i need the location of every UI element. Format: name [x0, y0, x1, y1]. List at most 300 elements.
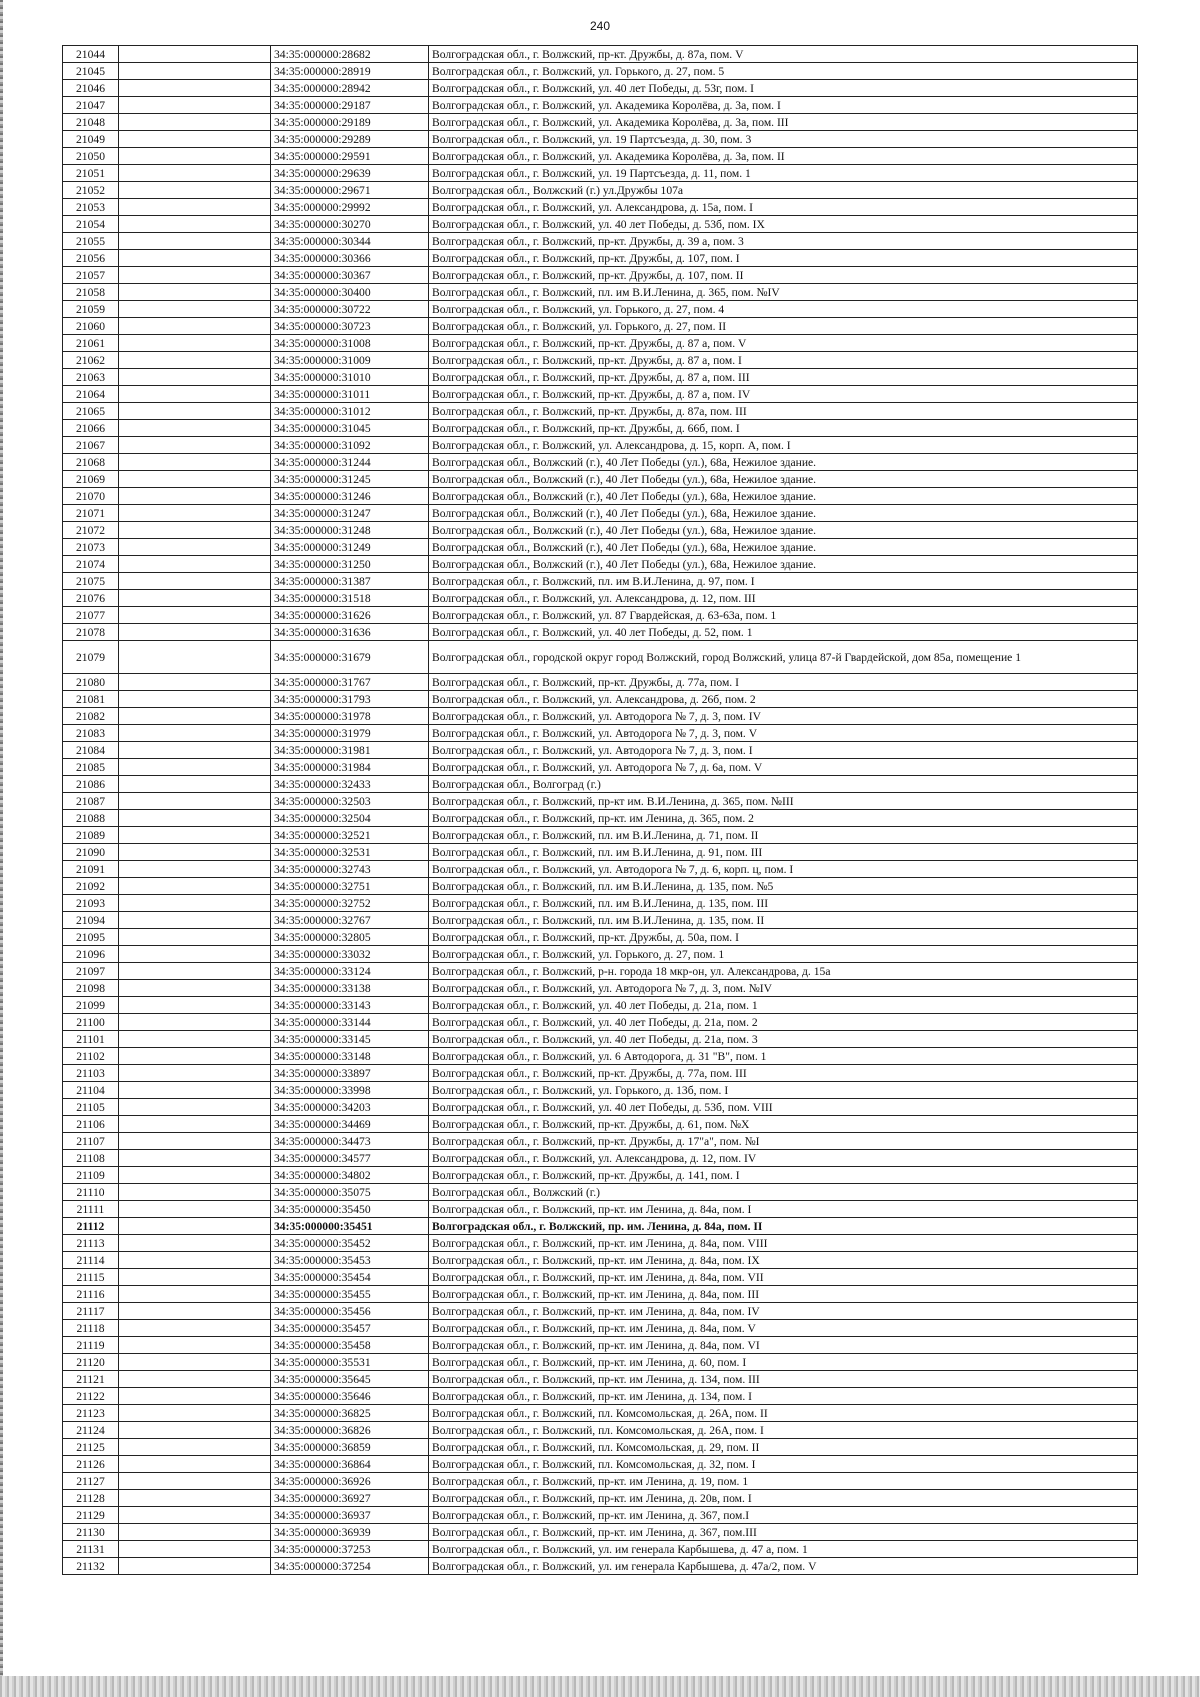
- cadastral-number-cell: 34:35:000000:29992: [271, 199, 429, 216]
- table-row: [63, 250, 1138, 267]
- cadastral-number-cell: 34:35:000000:30270: [271, 216, 429, 233]
- row-number-cell: 21118: [63, 1320, 119, 1337]
- row-number-cell: 21080: [63, 674, 119, 691]
- table-row: [63, 1218, 1138, 1235]
- object-name-cell: [119, 505, 271, 522]
- address-cell: Волгоградская обл., г. Волжский, пр-кт. Дружбы, д. 87 а, пом. V: [429, 335, 1138, 352]
- row-number-cell: 21110: [63, 1184, 119, 1201]
- row-number-cell: 21097: [63, 963, 119, 980]
- address-cell: Волгоградская обл., г. Волжский, пр-кт. им Ленина, д. 60, пом. I: [429, 1354, 1138, 1371]
- table-row: [63, 301, 1138, 318]
- object-name-cell: [119, 997, 271, 1014]
- row-number-cell: 21073: [63, 539, 119, 556]
- cadastral-number-cell: 34:35:000000:31518: [271, 590, 429, 607]
- object-name-cell: [119, 691, 271, 708]
- address-cell: Волгоградская обл., г. Волжский, ул. Горького, д. 27, пом. II: [429, 318, 1138, 335]
- object-name-cell: [119, 1439, 271, 1456]
- row-number-cell: 21079: [63, 641, 119, 674]
- cadastral-number-cell: 34:35:000000:35645: [271, 1371, 429, 1388]
- table-row: [63, 878, 1138, 895]
- object-name-cell: [119, 776, 271, 793]
- row-number-cell: 21082: [63, 708, 119, 725]
- cadastral-number-cell: 34:35:000000:28919: [271, 63, 429, 80]
- row-number-cell: 21099: [63, 997, 119, 1014]
- cadastral-number-cell: 34:35:000000:31387: [271, 573, 429, 590]
- table-row: [63, 97, 1138, 114]
- object-name-cell: [119, 674, 271, 691]
- address-cell: Волгоградская обл., г. Волжский, ул. Горького, д. 27, пом. 1: [429, 946, 1138, 963]
- object-name-cell: [119, 1218, 271, 1235]
- object-name-cell: [119, 1286, 271, 1303]
- object-name-cell: [119, 335, 271, 352]
- scan-edge-bottom: [0, 1676, 1200, 1697]
- row-number-cell: 21051: [63, 165, 119, 182]
- row-number-cell: 21090: [63, 844, 119, 861]
- cadastral-number-cell: 34:35:000000:31246: [271, 488, 429, 505]
- row-number-cell: 21127: [63, 1473, 119, 1490]
- cadastral-number-cell: 34:35:000000:33897: [271, 1065, 429, 1082]
- table-row: [63, 725, 1138, 742]
- table-row: [63, 1439, 1138, 1456]
- table-row: [63, 386, 1138, 403]
- row-number-cell: 21094: [63, 912, 119, 929]
- cadastral-number-cell: 34:35:000000:31244: [271, 454, 429, 471]
- row-number-cell: 21048: [63, 114, 119, 131]
- address-cell: Волгоградская обл., г. Волжский, ул. Автодорога № 7, д. 3, пом. V: [429, 725, 1138, 742]
- row-number-cell: 21107: [63, 1133, 119, 1150]
- cadastral-number-cell: 34:35:000000:36926: [271, 1473, 429, 1490]
- address-cell: Волгоградская обл., г. Волжский, пр-кт. Дружбы, д. 87 а, пом. IV: [429, 386, 1138, 403]
- table-row: [63, 539, 1138, 556]
- cadastral-number-cell: 34:35:000000:33998: [271, 1082, 429, 1099]
- table-row: [63, 216, 1138, 233]
- cadastral-number-cell: 34:35:000000:31011: [271, 386, 429, 403]
- table-row: [63, 641, 1138, 674]
- object-name-cell: [119, 1371, 271, 1388]
- object-name-cell: [119, 624, 271, 641]
- table-row: [63, 1422, 1138, 1439]
- object-name-cell: [119, 182, 271, 199]
- object-name-cell: [119, 148, 271, 165]
- object-name-cell: [119, 708, 271, 725]
- row-number-cell: 21126: [63, 1456, 119, 1473]
- cadastral-number-cell: 34:35:000000:32751: [271, 878, 429, 895]
- cadastral-number-cell: 34:35:000000:29189: [271, 114, 429, 131]
- row-number-cell: 21130: [63, 1524, 119, 1541]
- row-number-cell: 21053: [63, 199, 119, 216]
- cadastral-number-cell: 34:35:000000:33143: [271, 997, 429, 1014]
- cadastral-number-cell: 34:35:000000:35452: [271, 1235, 429, 1252]
- cadastral-number-cell: 34:35:000000:30344: [271, 233, 429, 250]
- cadastral-number-cell: 34:35:000000:33138: [271, 980, 429, 997]
- cadastral-number-cell: 34:35:000000:34473: [271, 1133, 429, 1150]
- cadastral-number-cell: 34:35:000000:35458: [271, 1337, 429, 1354]
- cadastral-number-cell: 34:35:000000:31636: [271, 624, 429, 641]
- address-cell: Волгоградская обл., г. Волжский, пр-кт. им Ленина, д. 367, пом.I: [429, 1507, 1138, 1524]
- object-name-cell: [119, 878, 271, 895]
- object-name-cell: [119, 284, 271, 301]
- cadastral-number-cell: 34:35:000000:35075: [271, 1184, 429, 1201]
- cadastral-number-cell: 34:35:000000:30366: [271, 250, 429, 267]
- address-cell: Волгоградская обл., г. Волжский, пл. им В.И.Ленина, д. 135, пом. III: [429, 895, 1138, 912]
- address-cell: Волгоградская обл., г. Волжский, ул. Академика Королёва, д. 3а, пом. III: [429, 114, 1138, 131]
- row-number-cell: 21119: [63, 1337, 119, 1354]
- row-number-cell: 21056: [63, 250, 119, 267]
- row-number-cell: 21131: [63, 1541, 119, 1558]
- address-cell: Волгоградская обл., г. Волжский, пр-кт. Дружбы, д. 87а, пом. V: [429, 46, 1138, 63]
- object-name-cell: [119, 607, 271, 624]
- row-number-cell: 21083: [63, 725, 119, 742]
- object-name-cell: [119, 810, 271, 827]
- object-name-cell: [119, 1422, 271, 1439]
- address-cell: Волгоградская обл., г. Волжский, пр-кт. им Ленина, д. 134, пом. I: [429, 1388, 1138, 1405]
- object-name-cell: [119, 1490, 271, 1507]
- cadastral-number-cell: 34:35:000000:31009: [271, 352, 429, 369]
- cadastral-number-cell: 34:35:000000:31979: [271, 725, 429, 742]
- address-cell: Волгоградская обл., г. Волжский, ул. 40 лет Победы, д. 53б, пом. IX: [429, 216, 1138, 233]
- row-number-cell: 21084: [63, 742, 119, 759]
- address-cell: Волгоградская обл., г. Волжский, пр-кт. Дружбы, д. 66б, пом. I: [429, 420, 1138, 437]
- address-cell: Волгоградская обл., г. Волжский, ул. им генерала Карбышева, д. 47а/2, пом. V: [429, 1558, 1138, 1575]
- row-number-cell: 21096: [63, 946, 119, 963]
- address-cell: Волгоградская обл., г. Волжский, пр-кт. им Ленина, д. 84а, пом. V: [429, 1320, 1138, 1337]
- row-number-cell: 21121: [63, 1371, 119, 1388]
- table-row: [63, 1405, 1138, 1422]
- cadastral-number-cell: 34:35:000000:31248: [271, 522, 429, 539]
- address-cell: Волгоградская обл., г. Волжский, пр. им. Ленина, д. 84а, пом. II: [429, 1218, 1138, 1235]
- address-cell: Волгоградская обл., г. Волжский, пр-кт. Дружбы, д. 61, пом. №X: [429, 1116, 1138, 1133]
- object-name-cell: [119, 437, 271, 454]
- address-cell: Волгоградская обл., г. Волжский, пр-кт. Дружбы, д. 39 а, пом. 3: [429, 233, 1138, 250]
- row-number-cell: 21102: [63, 1048, 119, 1065]
- object-name-cell: [119, 250, 271, 267]
- cadastral-number-cell: 34:35:000000:33145: [271, 1031, 429, 1048]
- row-number-cell: 21114: [63, 1252, 119, 1269]
- object-name-cell: [119, 793, 271, 810]
- table-row: [63, 980, 1138, 997]
- table-row: [63, 318, 1138, 335]
- cadastral-number-cell: 34:35:000000:35450: [271, 1201, 429, 1218]
- address-cell: Волгоградская обл., г. Волжский, пр-кт. им Ленина, д. 84а, пом. VI: [429, 1337, 1138, 1354]
- object-name-cell: [119, 725, 271, 742]
- table-row: [63, 1201, 1138, 1218]
- address-cell: Волгоградская обл., г. Волжский, пр-кт. им Ленина, д. 84а, пом. VII: [429, 1269, 1138, 1286]
- cadastral-number-cell: 34:35:000000:32743: [271, 861, 429, 878]
- table-row: [63, 1524, 1138, 1541]
- row-number-cell: 21078: [63, 624, 119, 641]
- cadastral-number-cell: 34:35:000000:35531: [271, 1354, 429, 1371]
- table-row: [63, 131, 1138, 148]
- address-cell: Волгоградская обл., г. Волжский, ул. 6 Автодорога, д. 31 "В", пом. 1: [429, 1048, 1138, 1065]
- table-row: [63, 1014, 1138, 1031]
- object-name-cell: [119, 1473, 271, 1490]
- table-row: [63, 369, 1138, 386]
- address-cell: Волгоградская обл., г. Волжский, пр-кт. Дружбы, д. 50а, пом. I: [429, 929, 1138, 946]
- table-row: [63, 1354, 1138, 1371]
- table-row: [63, 1167, 1138, 1184]
- object-name-cell: [119, 1456, 271, 1473]
- address-cell: Волгоградская обл., г. Волжский, пр-кт. им Ленина, д. 20в, пом. I: [429, 1490, 1138, 1507]
- object-name-cell: [119, 1116, 271, 1133]
- cadastral-number-cell: 34:35:000000:32504: [271, 810, 429, 827]
- table-row: [63, 1235, 1138, 1252]
- object-name-cell: [119, 827, 271, 844]
- table-row: [63, 624, 1138, 641]
- row-number-cell: 21076: [63, 590, 119, 607]
- address-cell: Волгоградская обл., г. Волжский, пр-кт. им Ленина, д. 134, пом. III: [429, 1371, 1138, 1388]
- object-name-cell: [119, 1269, 271, 1286]
- cadastral-number-cell: 34:35:000000:31247: [271, 505, 429, 522]
- cadastral-number-cell: 34:35:000000:31978: [271, 708, 429, 725]
- object-name-cell: [119, 539, 271, 556]
- table-row: [63, 573, 1138, 590]
- address-cell: Волгоградская обл., г. Волжский, ул. Горького, д. 27, пом. 4: [429, 301, 1138, 318]
- address-cell: Волгоградская обл., Волжский (г.), 40 Лет Победы (ул.), 68а, Нежилое здание.: [429, 454, 1138, 471]
- cadastral-number-cell: 34:35:000000:36825: [271, 1405, 429, 1422]
- address-cell: Волгоградская обл., городской округ город Волжский, город Волжский, улица 87-й Гвардейской, дом 85а, помещение 1: [429, 641, 1138, 674]
- table-row: [63, 810, 1138, 827]
- row-number-cell: 21122: [63, 1388, 119, 1405]
- row-number-cell: 21057: [63, 267, 119, 284]
- object-name-cell: [119, 1507, 271, 1524]
- object-name-cell: [119, 1388, 271, 1405]
- address-cell: Волгоградская обл., г. Волжский, ул. 40 лет Победы, д. 53г, пом. I: [429, 80, 1138, 97]
- cadastral-number-cell: 34:35:000000:31045: [271, 420, 429, 437]
- row-number-cell: 21129: [63, 1507, 119, 1524]
- row-number-cell: 21095: [63, 929, 119, 946]
- address-cell: Волгоградская обл., г. Волжский, пл. Комсомольская, д. 26А, пом. I: [429, 1422, 1138, 1439]
- object-name-cell: [119, 1065, 271, 1082]
- row-number-cell: 21063: [63, 369, 119, 386]
- row-number-cell: 21093: [63, 895, 119, 912]
- row-number-cell: 21085: [63, 759, 119, 776]
- address-cell: Волгоградская обл., г. Волжский, ул. 19 Партсъезда, д. 30, пом. 3: [429, 131, 1138, 148]
- address-cell: Волгоградская обл., г. Волжский, ул. Автодорога № 7, д. 3, пом. №IV: [429, 980, 1138, 997]
- row-number-cell: 21058: [63, 284, 119, 301]
- address-cell: Волгоградская обл., г. Волжский, пр-кт. Дружбы, д. 107, пом. I: [429, 250, 1138, 267]
- table-row: [63, 522, 1138, 539]
- object-name-cell: [119, 1354, 271, 1371]
- row-number-cell: 21104: [63, 1082, 119, 1099]
- object-name-cell: [119, 233, 271, 250]
- address-cell: Волгоградская обл., г. Волжский, пр-кт. Дружбы, д. 77а, пом. I: [429, 674, 1138, 691]
- object-name-cell: [119, 46, 271, 63]
- row-number-cell: 21050: [63, 148, 119, 165]
- address-cell: Волгоградская обл., г. Волжский, пр-кт. им Ленина, д. 365, пом. 2: [429, 810, 1138, 827]
- address-cell: Волгоградская обл., г. Волжский, ул. 19 Партсъезда, д. 11, пом. 1: [429, 165, 1138, 182]
- address-cell: Волгоградская обл., г. Волжский, ул. Академика Королёва, д. 3а, пом. II: [429, 148, 1138, 165]
- cadastral-number-cell: 34:35:000000:31250: [271, 556, 429, 573]
- address-cell: Волгоградская обл., г. Волжский, пл. им В.И.Ленина, д. 91, пом. III: [429, 844, 1138, 861]
- object-name-cell: [119, 403, 271, 420]
- cadastral-number-cell: 34:35:000000:35455: [271, 1286, 429, 1303]
- table-row: [63, 895, 1138, 912]
- object-name-cell: [119, 471, 271, 488]
- row-number-cell: 21116: [63, 1286, 119, 1303]
- cadastral-number-cell: 34:35:000000:31793: [271, 691, 429, 708]
- row-number-cell: 21098: [63, 980, 119, 997]
- cadastral-number-cell: 34:35:000000:31008: [271, 335, 429, 352]
- cadastral-number-cell: 34:35:000000:35453: [271, 1252, 429, 1269]
- row-number-cell: 21108: [63, 1150, 119, 1167]
- object-name-cell: [119, 454, 271, 471]
- table-row: [63, 759, 1138, 776]
- address-cell: Волгоградская обл., г. Волжский, пр-кт. им Ленина, д. 84а, пом. VIII: [429, 1235, 1138, 1252]
- row-number-cell: 21091: [63, 861, 119, 878]
- address-cell: Волгоградская обл., г. Волжский, ул. 40 лет Победы, д. 52, пом. 1: [429, 624, 1138, 641]
- table-row: [63, 844, 1138, 861]
- cadastral-number-cell: 34:35:000000:35646: [271, 1388, 429, 1405]
- row-number-cell: 21105: [63, 1099, 119, 1116]
- address-cell: Волгоградская обл., Волжский (г.), 40 Лет Победы (ул.), 68а, Нежилое здание.: [429, 556, 1138, 573]
- scan-edge-left: [0, 0, 3, 1697]
- row-number-cell: 21044: [63, 46, 119, 63]
- table-row: [63, 1252, 1138, 1269]
- table-row: [63, 912, 1138, 929]
- cadastral-number-cell: 34:35:000000:31767: [271, 674, 429, 691]
- row-number-cell: 21123: [63, 1405, 119, 1422]
- address-cell: Волгоградская обл., г. Волжский, ул. Горького, д. 27, пом. 5: [429, 63, 1138, 80]
- cadastral-number-cell: 34:35:000000:37254: [271, 1558, 429, 1575]
- address-cell: Волгоградская обл., г. Волжский, ул. Александрова, д. 12, пом. III: [429, 590, 1138, 607]
- object-name-cell: [119, 1031, 271, 1048]
- table-row: [63, 861, 1138, 878]
- row-number-cell: 21046: [63, 80, 119, 97]
- row-number-cell: 21067: [63, 437, 119, 454]
- address-cell: Волгоградская обл., г. Волжский, пр-кт. Дружбы, д. 77а, пом. III: [429, 1065, 1138, 1082]
- table-row: [63, 1558, 1138, 1575]
- table-row: [63, 114, 1138, 131]
- table-row: [63, 607, 1138, 624]
- page-number: 240: [589, 19, 611, 33]
- table-row: [63, 352, 1138, 369]
- row-number-cell: 21047: [63, 97, 119, 114]
- table-row: [63, 437, 1138, 454]
- object-name-cell: [119, 1167, 271, 1184]
- object-name-cell: [119, 386, 271, 403]
- table-row: [63, 946, 1138, 963]
- row-number-cell: 21112: [63, 1218, 119, 1235]
- table-row: [63, 1031, 1138, 1048]
- table-row: [63, 182, 1138, 199]
- address-cell: Волгоградская обл., г. Волжский, ул. Александрова, д. 26б, пом. 2: [429, 691, 1138, 708]
- table-row: [63, 420, 1138, 437]
- address-cell: Волгоградская обл., Волгоград (г.): [429, 776, 1138, 793]
- object-name-cell: [119, 742, 271, 759]
- object-name-cell: [119, 199, 271, 216]
- object-name-cell: [119, 1235, 271, 1252]
- row-number-cell: 21088: [63, 810, 119, 827]
- cadastral-number-cell: 34:35:000000:31092: [271, 437, 429, 454]
- table-row: [63, 1388, 1138, 1405]
- cadastral-number-cell: 34:35:000000:35456: [271, 1303, 429, 1320]
- object-name-cell: [119, 590, 271, 607]
- row-number-cell: 21064: [63, 386, 119, 403]
- address-cell: Волгоградская обл., г. Волжский, ул. Академика Королёва, д. 3а, пом. I: [429, 97, 1138, 114]
- row-number-cell: 21055: [63, 233, 119, 250]
- object-name-cell: [119, 97, 271, 114]
- cadastral-number-cell: 34:35:000000:32503: [271, 793, 429, 810]
- object-name-cell: [119, 861, 271, 878]
- cadastral-number-cell: 34:35:000000:34203: [271, 1099, 429, 1116]
- object-name-cell: [119, 63, 271, 80]
- table-row: [63, 1184, 1138, 1201]
- address-cell: Волгоградская обл., г. Волжский, ул. Александрова, д. 12, пом. IV: [429, 1150, 1138, 1167]
- table-row: [63, 63, 1138, 80]
- property-registry-table: [62, 45, 1138, 1575]
- object-name-cell: [119, 1252, 271, 1269]
- row-number-cell: 21109: [63, 1167, 119, 1184]
- row-number-cell: 21074: [63, 556, 119, 573]
- object-name-cell: [119, 1099, 271, 1116]
- cadastral-number-cell: 34:35:000000:36927: [271, 1490, 429, 1507]
- row-number-cell: 21087: [63, 793, 119, 810]
- table-row: [63, 471, 1138, 488]
- object-name-cell: [119, 1048, 271, 1065]
- object-name-cell: [119, 980, 271, 997]
- table-row: [63, 1541, 1138, 1558]
- table-row: [63, 488, 1138, 505]
- table-body: [63, 46, 1138, 1575]
- table-row: [63, 1490, 1138, 1507]
- table-row: [63, 708, 1138, 725]
- cadastral-number-cell: 34:35:000000:30367: [271, 267, 429, 284]
- table-row: [63, 80, 1138, 97]
- row-number-cell: 21120: [63, 1354, 119, 1371]
- address-cell: Волгоградская обл., г. Волжский, пр-кт. им Ленина, д. 84а, пом. IV: [429, 1303, 1138, 1320]
- address-cell: Волгоградская обл., Волжский (г.), 40 Лет Победы (ул.), 68а, Нежилое здание.: [429, 539, 1138, 556]
- table-row: [63, 1150, 1138, 1167]
- object-name-cell: [119, 1541, 271, 1558]
- address-cell: Волгоградская обл., Волжский (г.), 40 Лет Победы (ул.), 68а, Нежилое здание.: [429, 505, 1138, 522]
- table-row: [63, 742, 1138, 759]
- table-row: [63, 929, 1138, 946]
- cadastral-number-cell: 34:35:000000:31981: [271, 742, 429, 759]
- table-row: [63, 1456, 1138, 1473]
- object-name-cell: [119, 1014, 271, 1031]
- address-cell: Волгоградская обл., г. Волжский, пл. Комсомольская, д. 29, пом. II: [429, 1439, 1138, 1456]
- cadastral-number-cell: 34:35:000000:29187: [271, 97, 429, 114]
- cadastral-number-cell: 34:35:000000:32531: [271, 844, 429, 861]
- row-number-cell: 21062: [63, 352, 119, 369]
- address-cell: Волгоградская обл., г. Волжский, пр-кт. Дружбы, д. 17"а", пом. №I: [429, 1133, 1138, 1150]
- cadastral-number-cell: 34:35:000000:37253: [271, 1541, 429, 1558]
- cadastral-number-cell: 34:35:000000:32767: [271, 912, 429, 929]
- cadastral-number-cell: 34:35:000000:28682: [271, 46, 429, 63]
- object-name-cell: [119, 267, 271, 284]
- object-name-cell: [119, 1133, 271, 1150]
- row-number-cell: 21089: [63, 827, 119, 844]
- address-cell: Волгоградская обл., г. Волжский, пр-кт. Дружбы, д. 87а, пом. III: [429, 403, 1138, 420]
- table-row: [63, 674, 1138, 691]
- address-cell: Волгоградская обл., г. Волжский, ул. 40 лет Победы, д. 21а, пом. 3: [429, 1031, 1138, 1048]
- object-name-cell: [119, 1150, 271, 1167]
- table-row: [63, 691, 1138, 708]
- table-row: [63, 793, 1138, 810]
- cadastral-number-cell: 34:35:000000:29591: [271, 148, 429, 165]
- table-row: [63, 776, 1138, 793]
- cadastral-number-cell: 34:35:000000:29639: [271, 165, 429, 182]
- object-name-cell: [119, 80, 271, 97]
- cadastral-number-cell: 34:35:000000:34577: [271, 1150, 429, 1167]
- address-cell: Волгоградская обл., г. Волжский, пр-кт. Дружбы, д. 87 а, пом. III: [429, 369, 1138, 386]
- object-name-cell: [119, 522, 271, 539]
- object-name-cell: [119, 963, 271, 980]
- table-row: [63, 267, 1138, 284]
- table-row: [63, 590, 1138, 607]
- address-cell: Волгоградская обл., Волжский (г.), 40 Лет Победы (ул.), 68а, Нежилое здание.: [429, 471, 1138, 488]
- table-row: [63, 1286, 1138, 1303]
